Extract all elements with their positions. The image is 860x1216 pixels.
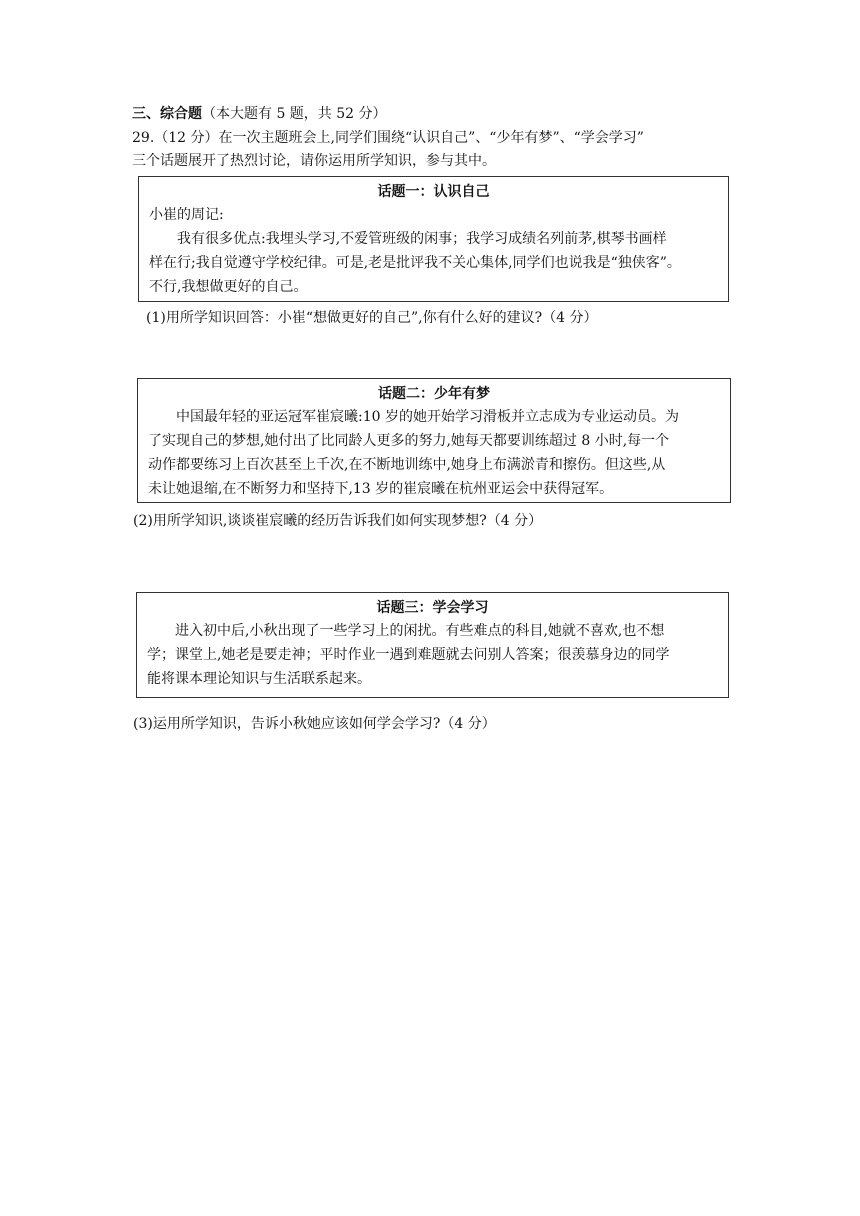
- topic2-line-3: 动作都要练习上百次甚至上千次,在不断地训练中,她身上布满淤青和擦伤。但这些,从: [148, 457, 666, 473]
- topic3-box: [136, 592, 729, 698]
- topic1-box: [138, 176, 729, 302]
- topic2-question: (2)用所学知识,谈谈崔宸曦的经历告诉我们如何实现梦想?（4 分）: [133, 513, 543, 529]
- section-title: 三、综合题: [132, 106, 202, 122]
- topic1-question: (1)用所学知识回答：小崔“想做更好的自己”,你有什么好的建议?（4 分）: [146, 310, 598, 326]
- topic2-line-1: 中国最年轻的亚运冠军崔宸曦:10 岁的她开始学习滑板并立志成为专业运动员。为: [176, 409, 679, 425]
- topic3-line-1: 进入初中后,小秋出现了一些学习上的闲扰。有些难点的科目,她就不喜欢,也不想: [175, 623, 665, 639]
- topic3-title: 话题三：学会学习: [376, 600, 489, 616]
- section-note: （本大题有 5 题，共 52 分）: [202, 106, 387, 122]
- topic3-line-2: 学；课堂上,她老是要走神；平时作业一遇到难题就去问别人答案；很羡慕身边的同学: [147, 647, 670, 663]
- topic2-box: [137, 378, 731, 503]
- question-intro-line-1: 29.（12 分）在一次主题班会上,同学们围绕“认识自己”、“少年有梦”、“学会学习”: [132, 130, 644, 146]
- topic3-question: (3)运用所学知识，告诉小秋她应该如何学会学习?（4 分）: [133, 716, 496, 732]
- topic2-line-4: 未让她退缩,在不断努力和坚持下,13 岁的崔宸曦在杭州亚运会中获得冠军。: [148, 481, 614, 497]
- topic3-line-3: 能将课本理论知识与生活联系起来。: [147, 671, 371, 687]
- topic2-title: 话题二：少年有梦: [378, 386, 490, 402]
- topic1-line-3: 样在行;我自觉遵守学校纪律。可是,老是批评我不关心集体,同学们也说我是“独侠客”。: [149, 255, 681, 271]
- topic2-line-2: 了实现自己的梦想,她付出了比同龄人更多的努力,她每天都要训练超过 8 小时,每一个: [148, 433, 670, 449]
- topic1-line-4: 不行,我想做更好的自己。: [149, 279, 308, 295]
- topic1-title: 话题一：认识自己: [377, 184, 490, 200]
- topic1-line-2: 我有很多优点:我埋头学习,不爱管班级的闲事；我学习成绩名列前茅,棋琴书画样: [177, 231, 667, 247]
- topic1-line-1: 小崔的周记:: [149, 207, 224, 223]
- question-intro-line-2: 三个话题展开了热烈讨论，请你运用所学知识，参与其中。: [132, 153, 496, 169]
- section-heading: [132, 104, 387, 124]
